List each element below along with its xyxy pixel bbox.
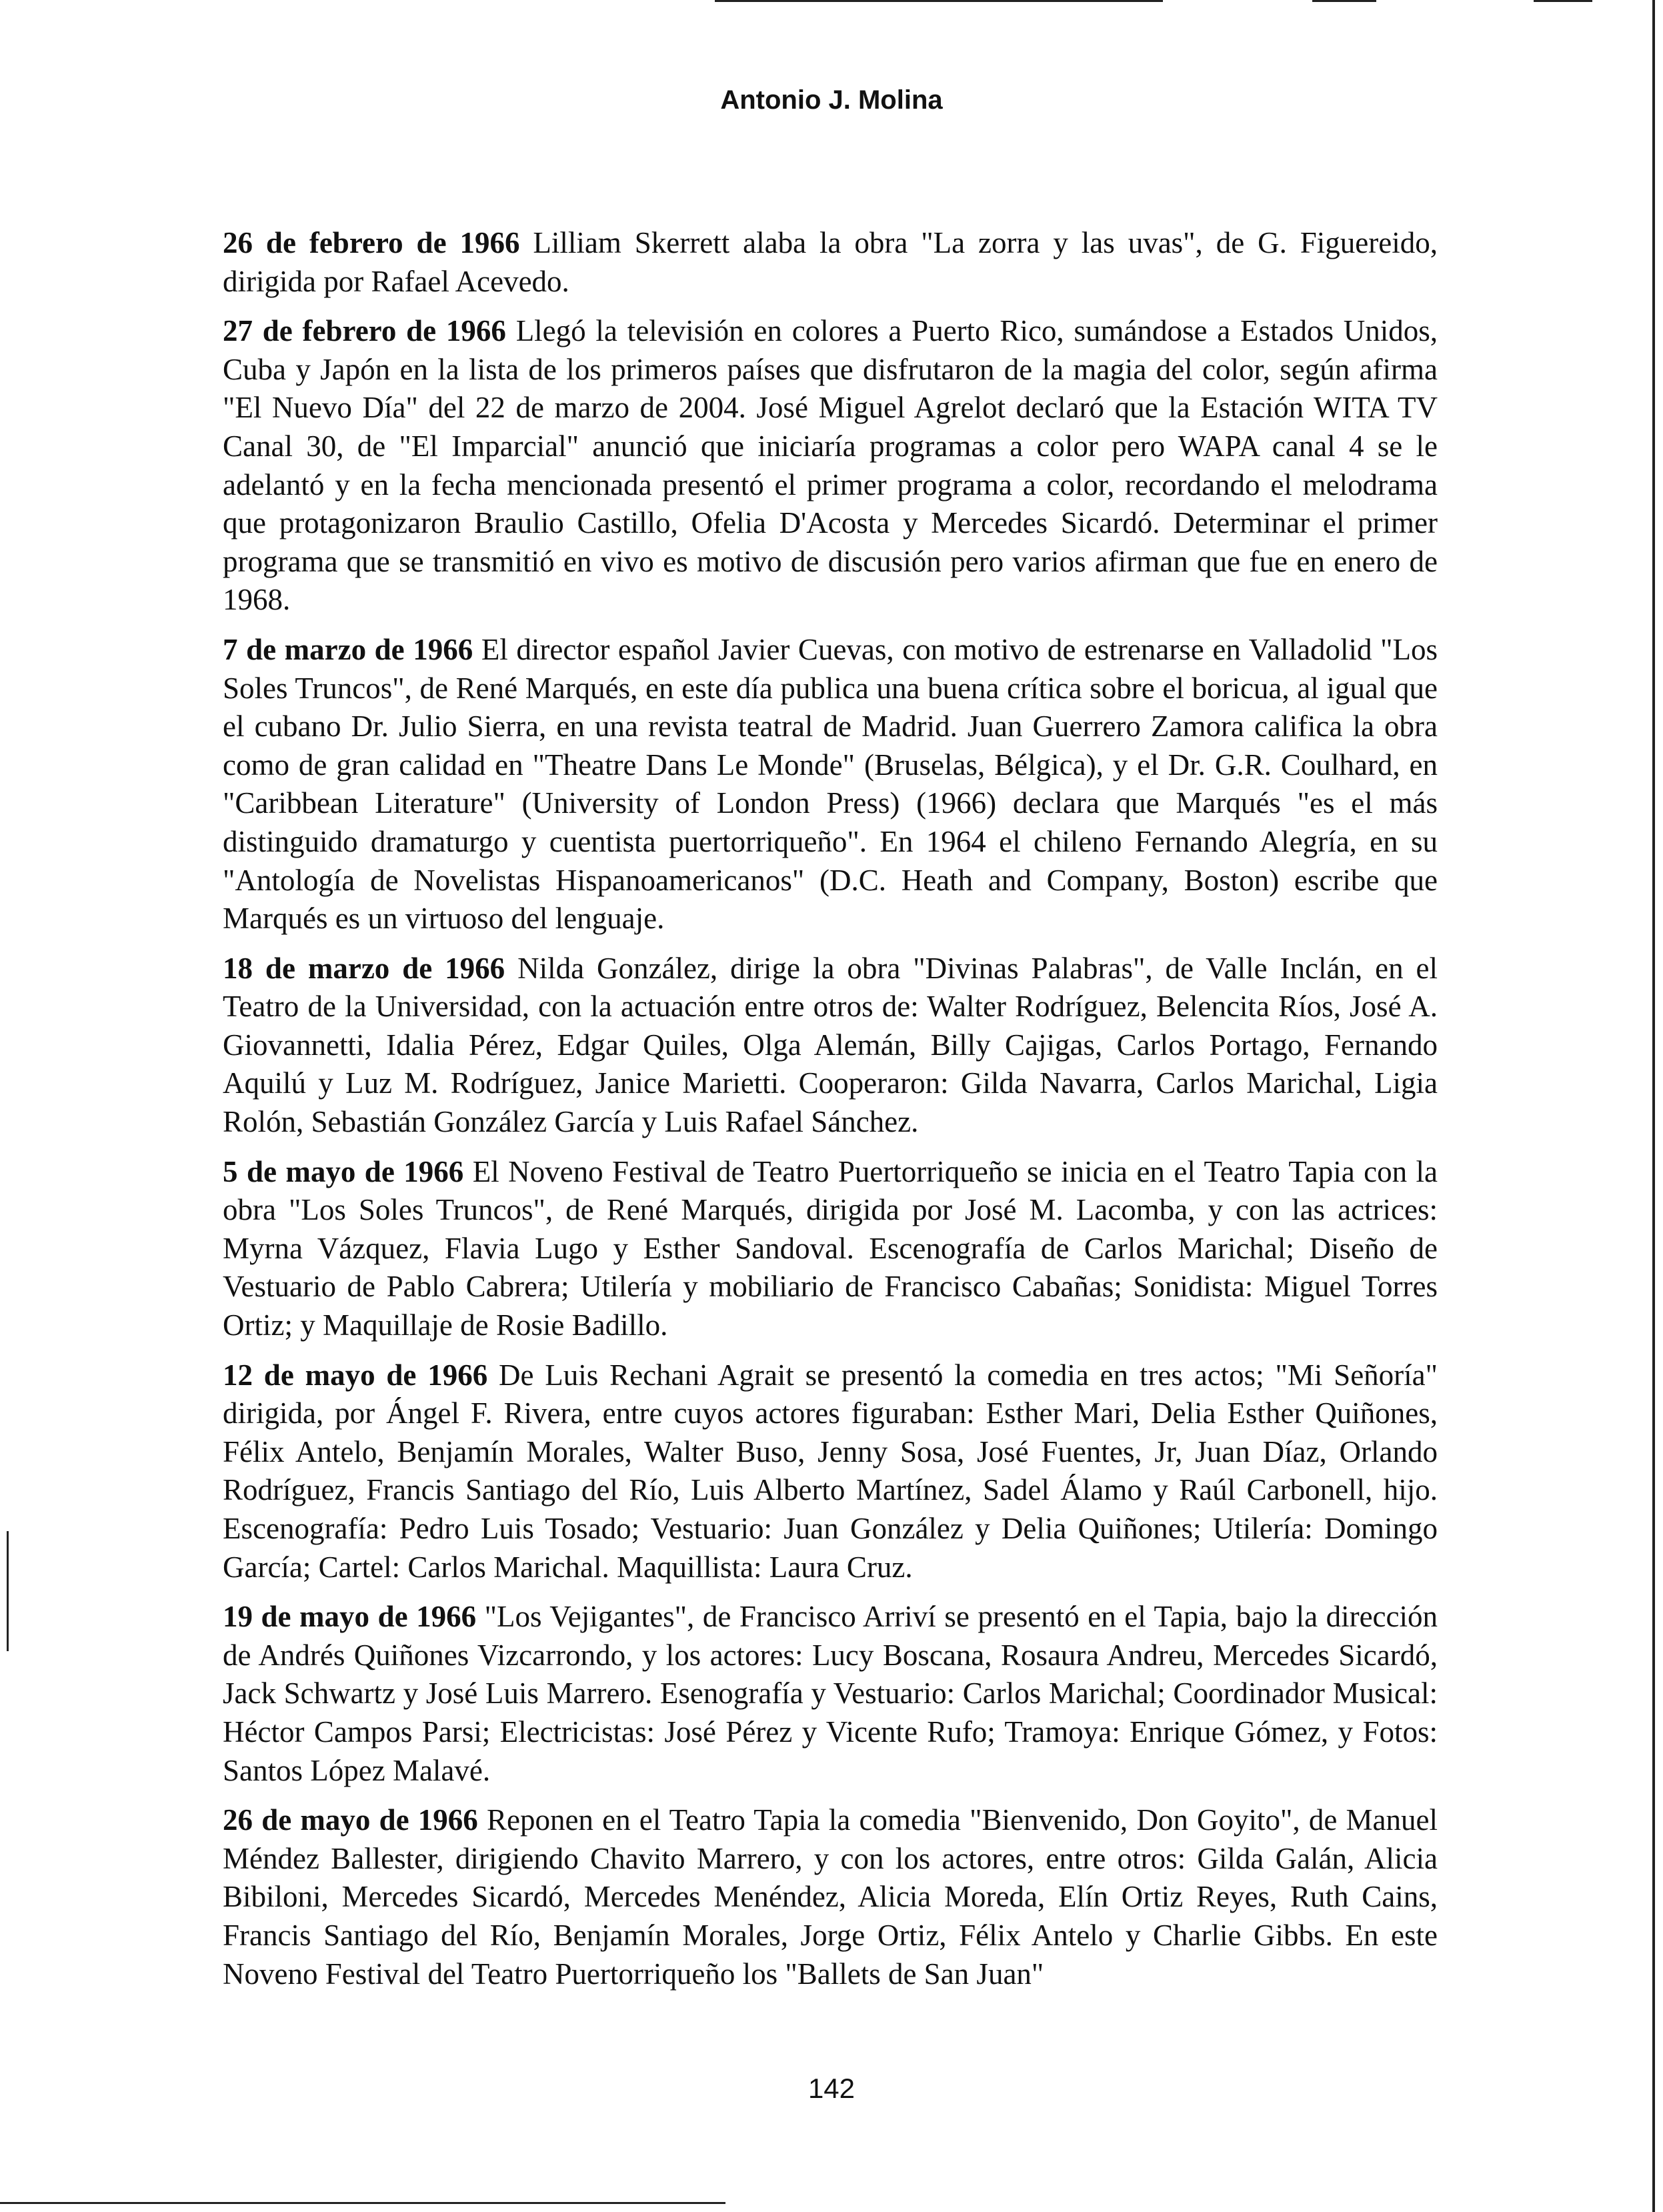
entry-text: El Noveno Festival de Teatro Puertorriqueño se inicia en el Teatro Tapia con la obra "Los Soles Truncos", de René Marqués, dirigida por José M. Lacomba, y con las actrices: Myrna Vázquez, Flavia Lugo y Esther Sandoval. Escenografía de Carlos Marichal; Diseño de Vestuario de Pablo Cabrera; Utilería y mobiliario de Francisco Cabañas; Sonidista: Miguel Torres Ortiz; y Maquillaje de Rosie Badillo. xyxy=(223,1154,1438,1342)
entry-date: 27 de febrero de 1966 xyxy=(223,314,506,348)
page-number: 142 xyxy=(807,2073,856,2104)
entry-date: 5 de mayo de 1966 xyxy=(223,1154,464,1188)
chronology-body xyxy=(223,224,1438,1998)
entry-text: De Luis Rechani Agrait se presentó la comedia en tres actos; "Mi Señoría" dirigida, por Ángel F. Rivera, entre cuyos actores figuraban: Esther Mari, Delia Esther Quiñones, Félix Antelo, Benjamín Morales, Walter Buso, Jenny Sosa, José Fuentes, Jr, Juan Díaz, Orlando Rodríguez, Francis Santiago del Río, Luis Alberto Martínez, Sadel Álamo y Raúl Carbonell, hijo. Escenografía: Pedro Luis Tosado; Vestuario: Juan González y Delia Quiñones; Utilería: Domingo García; Cartel: Carlos Marichal. Maquillista: Laura Cruz. xyxy=(223,1358,1438,1584)
chronology-entry xyxy=(223,1153,1438,1345)
entry-date: 19 de mayo de 1966 xyxy=(223,1600,477,1634)
scan-right-edge xyxy=(1652,0,1655,2212)
chronology-entry xyxy=(223,1598,1438,1790)
entry-date: 7 de marzo de 1966 xyxy=(223,632,473,666)
chronology-entry xyxy=(223,1356,1438,1587)
entry-date: 18 de marzo de 1966 xyxy=(223,951,505,985)
chronology-entry xyxy=(223,224,1438,301)
entry-text: Nilda González, dirige la obra "Divinas Palabras", de Valle Inclán, en el Teatro de la Universidad, con la actuación entre otros de: Walter Rodríguez, Belencita Ríos, José A. Giovannetti, Idalia Pérez, Edgar Quiles, Olga Alemán, Billy Cajigas, Carlos Portago, Fernando Aquilú y Luz M. Rodríguez, Janice Marietti. Cooperaron: Gilda Navarra, Carlos Marichal, Ligia Rolón, Sebastián González García y Luis Rafael Sánchez. xyxy=(223,951,1438,1139)
entry-text: "Los Vejigantes", de Francisco Arriví se presentó en el Tapia, bajo la dirección de Andrés Quiñones Vizcarrondo, y los actores: Lucy Boscana, Rosaura Andreu, Mercedes Sicardó, Jack Schwartz y José Luis Marrero. Esenografía y Vestuario: Carlos Marichal; Coordinador Musical: Héctor Campos Parsi; Electricistas: José Pérez y Vicente Rufo; Tramoya: Enrique Gómez, y Fotos: Santos López Malavé. xyxy=(223,1600,1438,1787)
entry-text: Lilliam Skerrett alaba la obra "La zorra y las uvas", de G. Figuereido, dirigida por Rafael Acevedo. xyxy=(223,226,1438,298)
running-header: Antonio J. Molina xyxy=(720,85,943,115)
entry-date: 26 de mayo de 1966 xyxy=(223,1803,478,1837)
scan-top-rule xyxy=(715,0,1163,2)
chronology-entry xyxy=(223,312,1438,620)
scan-top-rule-dash xyxy=(1534,0,1592,2)
entry-date: 26 de febrero de 1966 xyxy=(223,226,520,259)
chronology-entry xyxy=(223,950,1438,1142)
scan-bottom-rule xyxy=(0,2202,725,2204)
entry-text: El director español Javier Cuevas, con motivo de estrenarse en Valladolid "Los Soles Truncos", de René Marqués, en este día publica una buena crítica sobre el boricua, al igual que el cubano Dr. Julio Sierra, en una revista teatral de Madrid. Juan Guerrero Zamora califica la obra como de gran calidad en "Theatre Dans Le Monde" (Bruselas, Bélgica), y el Dr. G.R. Coulhard, en "Caribbean Literature" (University of London Press) (1966) declara que Marqués "es el más distinguido dramaturgo y cuentista puertorriqueño". En 1964 el chileno Fernando Alegría, en su "Antología de Novelistas Hispanoamericanos" (D.C. Heath and Company, Boston) escribe que Marqués es un virtuoso del lenguaje. xyxy=(223,632,1438,936)
chronology-entry xyxy=(223,1801,1438,1993)
scan-top-rule-dash xyxy=(1312,0,1376,2)
entry-text: Reponen en el Teatro Tapia la comedia "Bienvenido, Don Goyito", de Manuel Méndez Ballester, dirigiendo Chavito Marrero, y con los actores, entre otros: Gilda Galán, Alicia Bibiloni, Mercedes Sicardó, Mercedes Menéndez, Alicia Moreda, Elín Ortiz Reyes, Ruth Cains, Francis Santiago del Río, Benjamín Morales, Jorge Ortiz, Félix Antelo y Charlie Gibbs. En este Noveno Festival del Teatro Puertorriqueño los "Ballets de San Juan" xyxy=(223,1803,1438,1991)
scan-left-edge xyxy=(7,1531,9,1651)
chronology-entry xyxy=(223,631,1438,938)
entry-date: 12 de mayo de 1966 xyxy=(223,1358,488,1392)
entry-text: Llegó la televisión en colores a Puerto Rico, sumándose a Estados Unidos, Cuba y Japón en la lista de los primeros países que disfrutaron de la magia del color, según afirma "El Nuevo Día" del 22 de marzo de 2004. José Miguel Agrelot declaró que la Estación WITA TV Canal 30, de "El Imparcial" anunció que iniciaría programas a color pero WAPA canal 4 se le adelantó y en la fecha mencionada presentó el primer programa a color, recordando el melodrama que protagonizaron Braulio Castillo, Ofelia D'Acosta y Mercedes Sicardó. Determinar el primer programa que se transmitió en vivo es motivo de discusión pero varios afirman que fue en enero de 1968. xyxy=(223,314,1438,617)
